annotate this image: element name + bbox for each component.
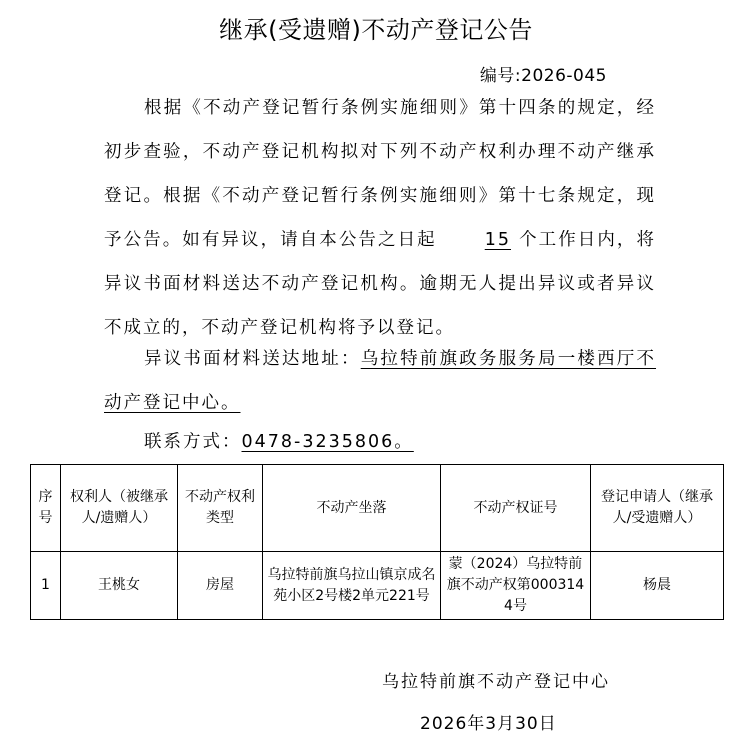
- header-right-type: 不动产权利类型: [178, 465, 263, 552]
- cell-right-type: 房屋: [178, 552, 263, 620]
- objection-address-paragraph: [104, 337, 656, 425]
- notice-title: 继承(受遗赠)不动产登记公告: [219, 16, 533, 44]
- address-value: 乌拉特前旗政务服务局一楼西厅不动产登记中心。: [104, 349, 657, 413]
- header-cert-no: 不动产权证号: [441, 465, 591, 552]
- header-applicant: 登记申请人（继承人/受遗赠人）: [591, 465, 724, 552]
- header-location: 不动产坐落: [263, 465, 441, 552]
- signature-organization: 乌拉特前旗不动产登记中心: [382, 672, 610, 692]
- body-text-after-days: 个工作日内，将异议书面材料送达不动产登记机构。逾期无人提出异议或者异议不成立的，不动产登记机构将予以登记。: [104, 230, 657, 338]
- objection-days-value: 15: [484, 230, 511, 250]
- contact-phone: 0478-3235806。: [241, 432, 414, 452]
- cell-holder: 王桃女: [61, 552, 178, 620]
- contact-paragraph: [144, 420, 664, 464]
- notice-body-paragraph: [104, 86, 656, 350]
- signature-date: 2026年3月30日: [420, 714, 557, 734]
- cell-seq: 1: [31, 552, 61, 620]
- document-number: 编号:2026-045: [479, 66, 607, 86]
- table-row: [31, 552, 724, 620]
- cell-location: 乌拉特前旗乌拉山镇京成名苑小区2号楼2单元221号: [263, 552, 441, 620]
- body-text-before-days: 根据《不动产登记暂行条例实施细则》第十四条的规定，经初步查验，不动产登记机构拟对下列不动产权利办理不动产继承登记。根据《不动产登记暂行条例实施细则》第十七条规定，现予公告。如有异议，请自本公告之日起: [104, 98, 656, 250]
- header-seq: 序号: [31, 465, 61, 552]
- cell-cert-no: 蒙（2024）乌拉特前旗不动产权第0003144号: [441, 552, 591, 620]
- header-holder: 权利人（被继承人/遗赠人）: [61, 465, 178, 552]
- cell-applicant: 杨晨: [591, 552, 724, 620]
- contact-label: 联系方式：: [144, 432, 242, 452]
- table-header-row: [31, 465, 724, 552]
- registration-table: [30, 464, 724, 620]
- address-label: 异议书面材料送达地址：: [144, 349, 361, 369]
